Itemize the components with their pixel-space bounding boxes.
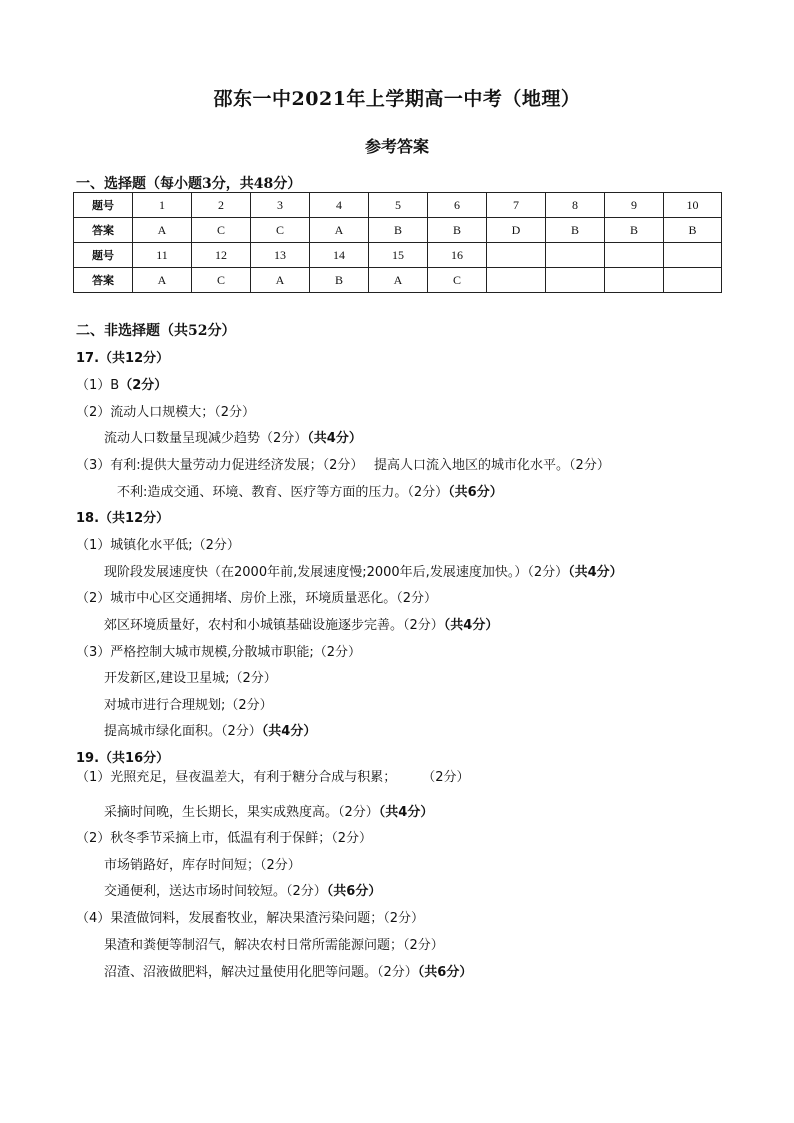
q18-line8: 提高城市绿化面积。（2分）（共4分） <box>104 724 317 739</box>
q18-line7: 对城市进行合理规划;（2分） <box>104 698 273 713</box>
table-cell: A <box>251 268 310 293</box>
table-cell: B <box>310 268 369 293</box>
table-cell: 13 <box>251 243 310 268</box>
row-header-cell: 答案 <box>74 268 133 293</box>
table-cell: 4 <box>310 193 369 218</box>
section1-heading: 一、选择题（每小题3分，共48分） <box>76 176 302 192</box>
table-cell <box>487 268 546 293</box>
q17-line2: （2）流动人口规模大；（2分） <box>76 405 256 420</box>
table-cell: 9 <box>605 193 664 218</box>
q19-line2: 采摘时间晚，生长期长，果实成熟度高。（2分）（共4分） <box>104 805 434 820</box>
table-cell: A <box>310 218 369 243</box>
table-cell: B <box>605 218 664 243</box>
q19-line5: 交通便利，送达市场时间较短。（2分）（共6分） <box>104 884 382 899</box>
table-cell <box>664 268 722 293</box>
table-cell <box>487 243 546 268</box>
q18-line3: （2）城市中心区交通拥堵、房价上涨，环境质量恶化。（2分） <box>76 591 438 606</box>
q19-line7: 果渣和粪便等制沼气，解决农村日常所需能源问题；（2分） <box>104 938 444 953</box>
table-cell <box>546 243 605 268</box>
table-cell: B <box>369 218 428 243</box>
q17-line1: （1）B（2分） <box>76 378 168 393</box>
table-row <box>74 193 722 218</box>
table-cell: A <box>133 218 192 243</box>
table-cell: 5 <box>369 193 428 218</box>
document-subtitle: 参考答案 <box>364 137 429 156</box>
table-cell <box>605 243 664 268</box>
row-header-cell: 题号 <box>74 193 133 218</box>
q19-line3: （2）秋冬季节采摘上市，低温有利于保鲜；（2分） <box>76 831 373 846</box>
q18-line5: （3）严格控制大城市规模,分散城市职能;（2分） <box>76 645 362 660</box>
q18-line4: 郊区环境质量好，农村和小城镇基础设施逐步完善。（2分）（共4分） <box>104 618 499 633</box>
table-cell: C <box>192 268 251 293</box>
table-cell: B <box>428 218 487 243</box>
table-row <box>74 243 722 268</box>
section2-heading: 二、非选择题（共52分） <box>76 323 236 339</box>
q19-line8: 沼渣、沼液做肥料，解决过量使用化肥等问题。（2分）（共6分） <box>104 965 473 980</box>
table-cell: 14 <box>310 243 369 268</box>
q18-line1: （1）城镇化水平低;（2分） <box>76 538 240 553</box>
table-cell: 15 <box>369 243 428 268</box>
table-cell <box>546 268 605 293</box>
table-row <box>74 268 722 293</box>
table-cell: 6 <box>428 193 487 218</box>
row-header-cell: 答案 <box>74 218 133 243</box>
table-cell: C <box>251 218 310 243</box>
answer-table <box>73 192 722 293</box>
table-cell: 10 <box>664 193 722 218</box>
q17-line5: 不利:造成交通、环境、教育、医疗等方面的压力。（2分）（共6分） <box>117 485 503 500</box>
table-cell: D <box>487 218 546 243</box>
table-cell: 16 <box>428 243 487 268</box>
table-row <box>74 218 722 243</box>
table-cell: 12 <box>192 243 251 268</box>
table-cell: 1 <box>133 193 192 218</box>
q19-heading: 19.（共16分） <box>76 751 170 766</box>
table-cell: A <box>369 268 428 293</box>
table-cell: 3 <box>251 193 310 218</box>
q17-line3: 流动人口数量呈现减少趋势（2分）（共4分） <box>104 431 362 446</box>
table-cell: 11 <box>133 243 192 268</box>
q19-line6: （4）果渣做饲料，发展畜牧业，解决果渣污染问题；（2分） <box>76 911 425 926</box>
table-cell: B <box>664 218 722 243</box>
q18-line2: 现阶段发展速度快（在2000年前,发展速度慢;2000年后,发展速度加快。）（2分）（共4分） <box>104 565 623 580</box>
q18-heading: 18.（共12分） <box>76 511 170 526</box>
table-cell <box>664 243 722 268</box>
q17-line4: （3）有利:提供大量劳动力促进经济发展；（2分） 提高人口流入地区的城市化水平。（2分） <box>76 458 610 473</box>
table-cell: C <box>192 218 251 243</box>
q18-line6: 开发新区,建设卫星城;（2分） <box>104 671 277 686</box>
table-cell: B <box>546 218 605 243</box>
table-cell: 7 <box>487 193 546 218</box>
table-cell: C <box>428 268 487 293</box>
table-cell: 2 <box>192 193 251 218</box>
table-cell: A <box>133 268 192 293</box>
q19-line4: 市场销路好，库存时间短；（2分） <box>104 858 301 873</box>
table-cell <box>605 268 664 293</box>
row-header-cell: 题号 <box>74 243 133 268</box>
table-cell: 8 <box>546 193 605 218</box>
q17-heading: 17.（共12分） <box>76 351 170 366</box>
document-title: 邵东一中2021年上学期高一中考（地理） <box>213 88 581 110</box>
q19-line1: （1）光照充足，昼夜温差大，有利于糖分合成与积累； （2分） <box>76 770 470 785</box>
